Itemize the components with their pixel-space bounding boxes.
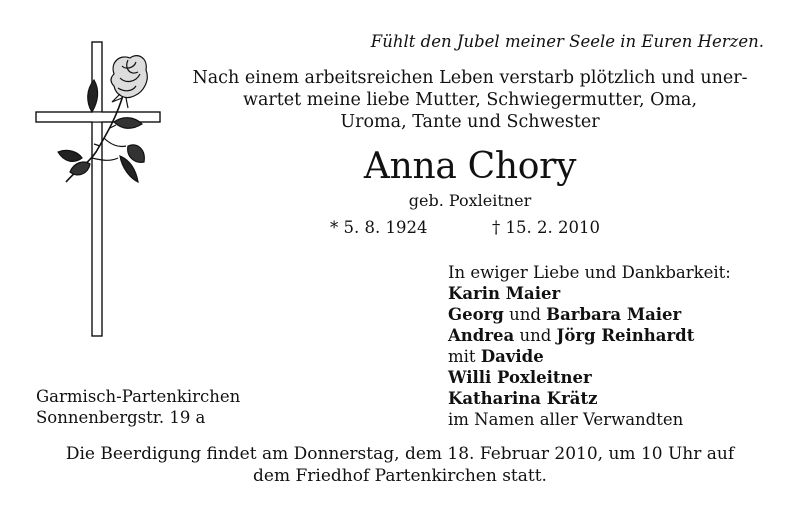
birth-date: * 5. 8. 1924 [330,218,428,237]
mourner: Karin Maier [448,284,561,303]
mourners-closing: im Namen aller Verwandten [448,410,684,429]
cross-with-rose-icon [30,40,170,340]
funeral-line: dem Friedhof Partenkirchen statt. [253,466,547,486]
funeral-notice [20,443,780,487]
maiden-name: geb. Poxleitner [408,191,532,210]
intro-line: Uroma, Tante und Schwester [340,112,600,132]
mourners-list [448,262,731,430]
mourner: Andrea und Jörg Reinhardt [448,326,695,345]
address [36,386,240,428]
death-date: † 15. 2. 2010 [492,218,600,237]
mourner: mit Davide [448,347,544,366]
address-street: Sonnenbergstr. 19 a [36,408,206,427]
funeral-line: Die Beerdigung findet am Donnerstag, dem 18. Februar 2010, um 10 Uhr auf [65,444,735,464]
motto: Fühlt den Jubel meiner Seele in Euren Herzen. [370,32,764,51]
intro-text [150,67,790,133]
mourner: Georg und Barbara Maier [448,305,682,324]
intro-line: Nach einem arbeitsreichen Leben verstarb plötzlich und uner- [192,68,748,88]
address-city: Garmisch-Partenkirchen [36,387,241,406]
mourners-heading: In ewiger Liebe und Dankbarkeit: [448,263,731,282]
intro-line: wartet meine liebe Mutter, Schwiegermutter, Oma, [242,90,698,110]
deceased-name: Anna Chory [363,146,577,187]
mourner: Katharina Krätz [448,389,598,408]
mourner: Willi Poxleitner [448,368,592,387]
